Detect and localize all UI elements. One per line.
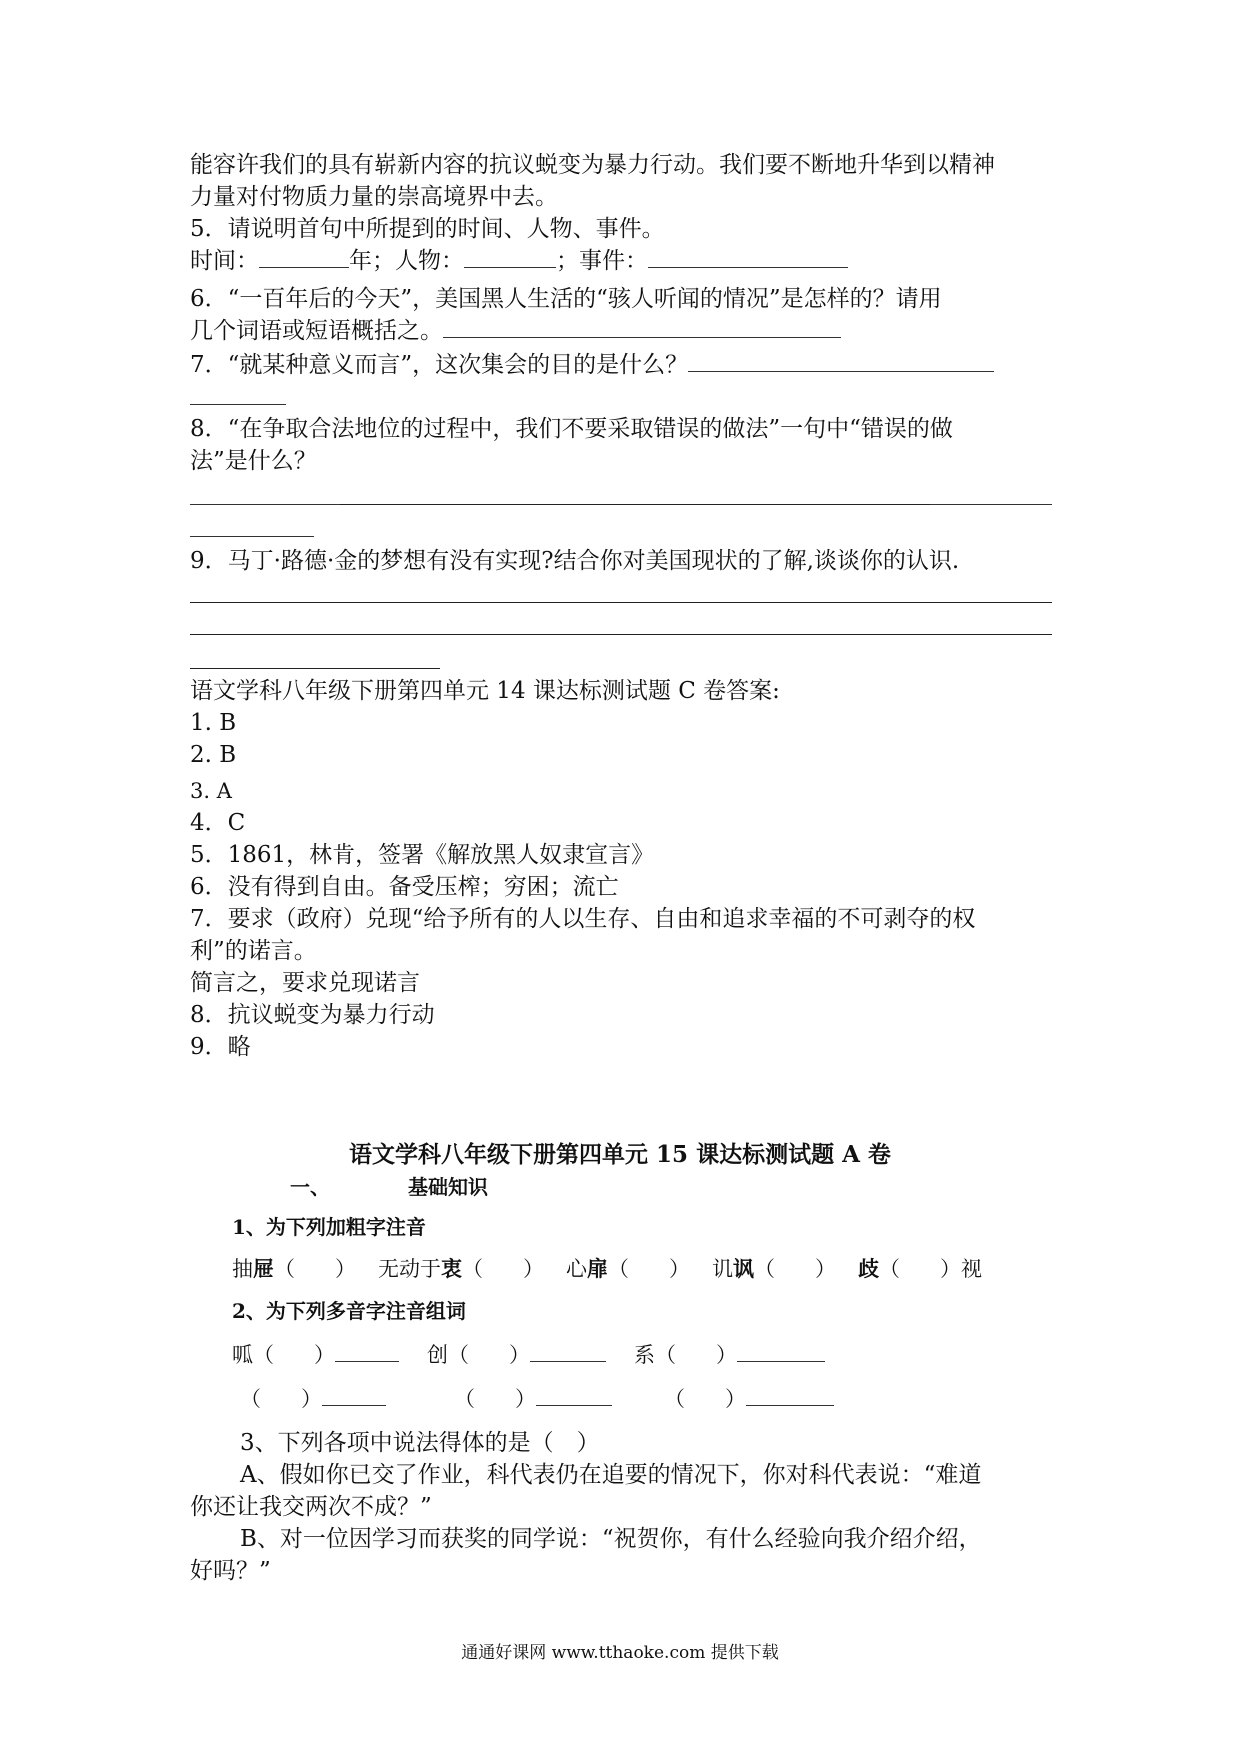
q8-answer-line-b [340, 504, 930, 505]
answer-4: 4．C [190, 810, 246, 836]
answer-8: 8．抗议蜕变为暴力行动 [190, 1002, 435, 1028]
q9-answer-line-1 [190, 602, 1052, 603]
q9-answer-line-2 [190, 634, 1052, 635]
answer-9: 9．略 [190, 1034, 251, 1060]
q3-option-b-line-1: B、对一位因学习而获奖的同学说：“祝贺你，有什么经验向我介绍介绍， [240, 1526, 982, 1552]
q5-year-blank [259, 247, 349, 268]
q2-word-blank-1b [322, 1387, 386, 1406]
q3-option-b-line-2: 好吗？” [190, 1558, 271, 1584]
q5-event-blank [648, 247, 848, 268]
q1-word-5: 视 [961, 1257, 982, 1281]
q1-word-5-bold: 歧 [858, 1256, 879, 1281]
question-5-blanks [190, 246, 848, 276]
q7-answer-blank-continued [190, 404, 286, 405]
q2-word-blank-3a [737, 1343, 825, 1362]
q5-person-label: 年；人物： [349, 248, 464, 274]
q2-char-1: 呱 [232, 1343, 253, 1367]
passage-line-2: 力量对付物质力量的崇高境界中去。 [190, 184, 558, 210]
q1-word-4: 讥 [712, 1257, 733, 1281]
answer-5: 5．1861，林肯，签署《解放黑人奴隶宣言》 [190, 842, 655, 868]
question-8-line-1: 8．“在争取合法地位的过程中，我们不要采取错误的做法”一句中“错误的做 [190, 416, 953, 442]
q2-title: 2、为下列多音字注音组词 [232, 1299, 466, 1323]
question-6-line-2 [190, 316, 841, 346]
answer-2: 2. B [190, 742, 237, 768]
answer-7-line-3: 简言之，要求兑现诺言 [190, 970, 420, 996]
q1-word-1: 抽 [232, 1257, 253, 1281]
q3-option-a-line-2: 你还让我交两次不成？” [190, 1494, 432, 1520]
answer-6: 6．没有得到自由。备受压榨；穷困；流亡 [190, 874, 619, 900]
q5-person-blank [464, 247, 556, 268]
q3-option-a-line-1: A、假如你已交了作业，科代表仍在追要的情况下，你对科代表说：“难道 [240, 1462, 982, 1488]
q1-word-1-bold: 屉 [253, 1256, 274, 1281]
q2-word-blank-2a [530, 1343, 606, 1362]
answer-1: 1. B [190, 710, 237, 736]
question-7 [190, 350, 994, 380]
q1-word-3: 心 [566, 1257, 587, 1281]
q7-answer-blank [688, 351, 994, 372]
q7-text: 7．“就某种意义而言”，这次集会的目的是什么？ [190, 352, 689, 378]
question-8-line-2: 法”是什么？ [190, 448, 317, 474]
test-15-title: 语文学科八年级下册第四单元 15 课达标测试题 A 卷 [349, 1141, 891, 1168]
q2-word-blank-1a [335, 1343, 399, 1362]
q5-time-label: 时间： [190, 248, 259, 274]
question-6-line-1: 6．“一百年后的今天”，美国黑人生活的“骇人听闻的情况”是怎样的？请用 [190, 286, 942, 312]
q5-event-label: ；事件： [556, 248, 648, 274]
section-1-number: 一、 [290, 1175, 330, 1199]
answer-7-line-1: 7．要求（政府）兑现“给予所有的人以生存、自由和追求幸福的不可剥夺的权 [190, 906, 976, 932]
page-footer: 通通好课网 www.tthaoke.com 提供下载 [461, 1643, 779, 1663]
q8-answer-line-a [190, 504, 340, 505]
q6-text: 几个词语或短语概括之。 [190, 318, 443, 344]
q2-word-blank-3b [746, 1387, 834, 1406]
q8-answer-line-c [930, 504, 1052, 505]
q2-row-1: 呱（ ） 创（ ） 系（ ） [232, 1340, 825, 1370]
q1-title: 1、为下列加粗字注音 [232, 1215, 426, 1239]
q1-word-2-bold: 衷 [441, 1256, 462, 1281]
q1-words: 抽屉（ ） 无动于衷（ ） 心扉（ ） 讥讽（ ） 歧（ ）视 [232, 1256, 982, 1281]
question-5: 5．请说明首句中所提到的时间、人物、事件。 [190, 216, 665, 242]
answer-3: 3. A [190, 779, 232, 803]
q2-row-2: （ ） （ ） （ ） [240, 1384, 834, 1414]
q8-answer-line-d [190, 536, 314, 537]
q3-title: 3、下列各项中说法得体的是（ ） [240, 1430, 600, 1456]
passage-line-1: 能容许我们的具有崭新内容的抗议蜕变为暴力行动。我们要不断地升华到以精神 [190, 152, 995, 178]
q9-answer-line-3 [190, 668, 440, 669]
section-1-title: 基础知识 [408, 1175, 488, 1199]
q2-char-3: 系 [634, 1343, 655, 1367]
answers-heading: 语文学科八年级下册第四单元 14 课达标测试题 C 卷答案: [190, 678, 780, 704]
q6-answer-blank [443, 317, 841, 338]
q2-word-blank-2b [536, 1387, 612, 1406]
q2-char-2: 创 [427, 1343, 448, 1367]
q1-word-4-bold: 讽 [733, 1256, 754, 1281]
question-9: 9．马丁·路德·金的梦想有没有实现?结合你对美国现状的了解,谈谈你的认识. [190, 548, 960, 574]
answer-7-line-2: 利”的诺言。 [190, 938, 317, 964]
q1-word-2: 无动于 [378, 1257, 441, 1281]
q1-word-3-bold: 扉 [587, 1256, 608, 1281]
